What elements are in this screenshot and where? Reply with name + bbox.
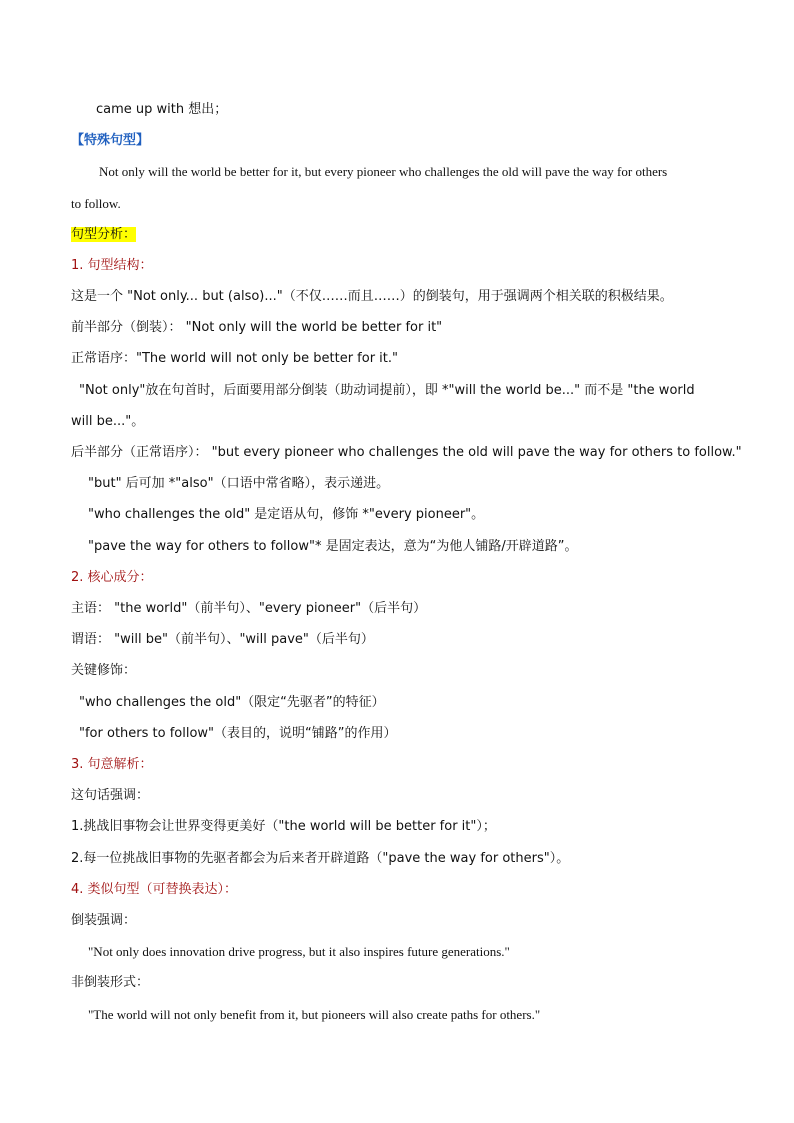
heading-core-components: 2. 核心成分： (71, 570, 153, 585)
paragraph: 正常语序："The world will not only be better for it." (71, 351, 398, 366)
section-title-special-sentence: 【特殊句型】 (71, 133, 150, 148)
example-sentence: "Not only does innovation drive progress, but it also inspires future generations." (88, 944, 510, 959)
heading-structure: 1. 句型结构： (71, 258, 153, 273)
bullet-note: "for others to follow"（表目的，说明“铺路”的作用） (79, 726, 397, 741)
paragraph: "Not only"放在句首时，后面要用部分倒装（助动词提前），即 *"will the world be..." 而不是 "the world (79, 383, 695, 398)
paragraph: 主语： "the world"（前半句）、"every pioneer"（后半句） (71, 601, 427, 616)
highlighted-label: 句型分析： (71, 227, 137, 242)
list-item: 2.每一位挑战旧事物的先驱者都会为后来者开辟道路（"pave the way for others"）。 (71, 851, 570, 866)
example-sentence-continued: to follow. (71, 196, 121, 211)
bullet-note: "who challenges the old"（限定“先驱者”的特征） (79, 695, 385, 710)
bullet-note: "but" 后可加 *"also"（口语中常省略），表示递进。 (88, 476, 390, 491)
paragraph-continued: will be..."。 (71, 414, 145, 429)
example-sentence: Not only will the world be better for it, but every pioneer who challenges the old will pave the way for others (99, 164, 668, 179)
paragraph: 前半部分（倒装）： "Not only will the world be better for it" (71, 320, 443, 335)
example-sentence: "The world will not only benefit from it, but pioneers will also create paths for others." (88, 1007, 541, 1022)
heading-similar-patterns: 4. 类似句型（可替换表达）： (71, 882, 238, 897)
vocab-line: came up with 想出； (96, 102, 228, 117)
paragraph: 后半部分（正常语序）： "but every pioneer who challenges the old will pave the way for others to follow." (71, 445, 742, 460)
paragraph: 这是一个 "Not only... but (also)..."（不仅……而且……）的倒装句，用于强调两个相关联的积极结果。 (71, 289, 673, 304)
paragraph: 这句话强调： (71, 788, 150, 803)
paragraph: 谓语： "will be"（前半句）、"will pave"（后半句） (71, 632, 374, 647)
paragraph: 倒装强调： (71, 913, 137, 928)
analysis-label (71, 226, 136, 244)
bullet-note: "pave the way for others to follow"* 是固定表达，意为“为他人铺路/开辟道路”。 (88, 539, 578, 554)
heading-meaning: 3. 句意解析： (71, 757, 153, 772)
paragraph: 非倒装形式： (71, 975, 150, 990)
bullet-note: "who challenges the old" 是定语从句，修饰 *"every pioneer"。 (88, 507, 485, 522)
list-item: 1.挑战旧事物会让世界变得更美好（"the world will be better for it"）； (71, 819, 496, 834)
paragraph: 关键修饰： (71, 663, 137, 678)
